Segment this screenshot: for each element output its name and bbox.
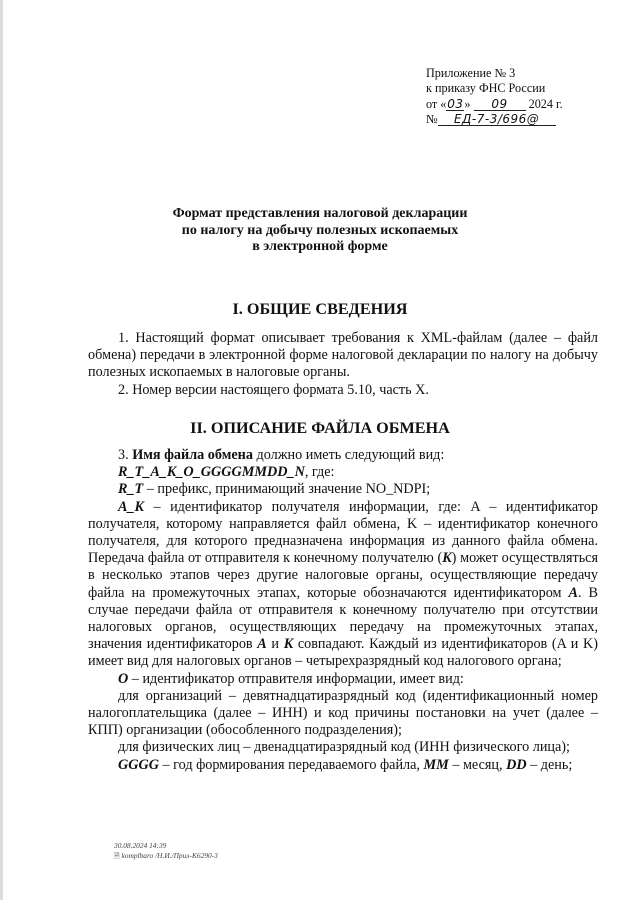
appendix-date: от «03» 09 2024 г.: [426, 96, 563, 111]
paragraph-2: 2. Номер версии настоящего формата 5.10, часть X.: [118, 381, 429, 398]
appendix-year: 2024 г.: [528, 96, 563, 111]
appendix-order-ref: к приказу ФНС России: [426, 81, 546, 96]
section1-body: [88, 330, 598, 399]
filename-pattern: R_T_A_K_O_GGGGMMDD_N, где:: [118, 464, 335, 481]
print-footer: [114, 841, 218, 861]
appendix-block: [426, 66, 626, 127]
paragraph-3: 3. Имя файла обмена должно иметь следующий вид:: [118, 447, 445, 463]
handwritten-order-number: ЕД-7-3/696@: [438, 113, 556, 126]
section2-heading: II. ОПИСАНИЕ ФАЙЛА ОБМЕНА: [190, 419, 450, 437]
paragraph-1: 1. Настоящий формат описывает требования к XML-файлам (далее – файл обмена) передачи в электронной форме налоговой декларации по налогу на добычу полезных ископаемых в налоговые органы.: [88, 330, 598, 381]
o-definition: O – идентификатор отправителя информации, имеет вид:: [118, 670, 464, 687]
individual-definition: для физических лиц – двенадцатиразрядный код (ИНН физического лица);: [118, 739, 570, 756]
appendix-order-number: № ЕД-7-3/696@: [426, 112, 626, 127]
date-definition: GGGG – год формирования передаваемого файла, MM – месяц, DD – день;: [118, 756, 573, 773]
footer-timestamp: 30.08.2024 14:39: [114, 841, 167, 850]
footer-file-ref: 🗎 komplbaro /Н.И./Прил-К6290-3: [114, 850, 218, 860]
document-title: Формат представления налоговой декларации по налогу на добычу полезных ископаемых в электронной форме: [172, 206, 468, 254]
section2-body: [88, 447, 598, 774]
file-icon: 🗎: [114, 851, 120, 860]
handwritten-month: 09: [474, 98, 526, 111]
scan-edge: [0, 0, 3, 900]
section1-heading: I. ОБЩИЕ СВЕДЕНИЯ: [232, 300, 408, 318]
org-definition: для организаций – девятнадцатиразрядный код (идентификационный номер налогоплательщика (далее – ИНН) и код причины постановки на учет (далее – КПП) организации (обособленного подразделения);: [88, 687, 598, 739]
handwritten-day: 03: [447, 96, 464, 111]
ak-definition: A_K – идентификатор получателя информации, где: A – идентификатор получателя, которому направляется файл обмена, K – идентификатор конечного получателя, для которого предназначена информация из данного файла обмена. Передача файла от отправителя к конечному получателю (K) может осуществляться в несколько этапов через другие налоговые органы, осуществляющие передачу файла на промежуточных этапах, которые обозначаются идентификатором A. В случае передачи файла от отправителя к конечному получателю при отсутствии налоговых органов, осуществляющих передачу на промежуточных этапах, значения идентификаторов A и K совпадают. Каждый из идентификаторов (A и K) имеет вид для налоговых органов – четырехразрядный код налогового органа;: [88, 498, 599, 670]
appendix-number: Приложение № 3: [426, 66, 516, 80]
rt-definition: R_T – префикс, принимающий значение NO_NDPI;: [118, 481, 431, 498]
